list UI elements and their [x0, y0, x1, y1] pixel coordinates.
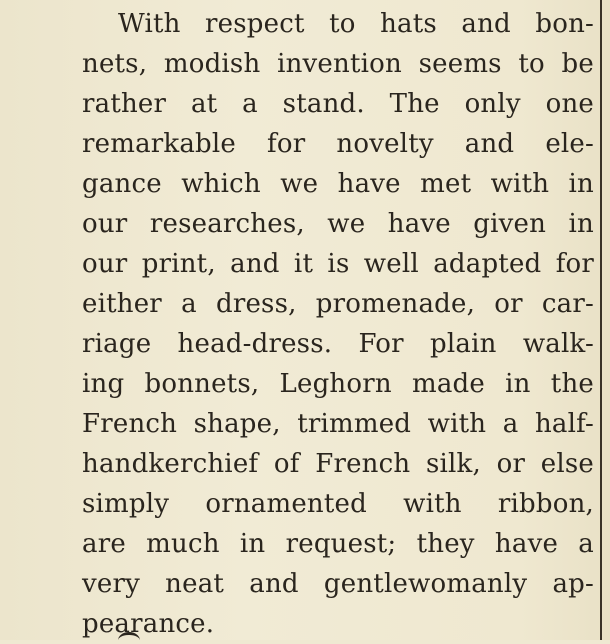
text-line: either a dress, promenade, or car- — [82, 289, 594, 319]
text-line: rather at a stand. The only one — [82, 89, 594, 119]
cut-off-glyph — [118, 632, 158, 640]
text-line: remarkable for novelty and ele- — [82, 129, 594, 159]
text-column — [82, 4, 594, 640]
text-line: our print, and it is well adapted for — [82, 249, 594, 279]
text-line: riage head-dress. For plain walk- — [82, 329, 594, 359]
text-line: are much in request; they have a — [82, 529, 594, 559]
text-line: ing bonnets, Leghorn made in the — [82, 369, 594, 399]
text-line: our researches, we have given in — [82, 209, 594, 239]
text-line: pearance. — [82, 609, 215, 639]
text-line: gance which we have met with in — [82, 169, 594, 199]
text-line: With respect to hats and bon- — [118, 9, 594, 39]
text-line: simply ornamented with ribbon, — [82, 489, 594, 519]
text-line: very neat and gentlewomanly ap- — [82, 569, 594, 599]
text-line: French shape, trimmed with a half- — [82, 409, 594, 439]
column-rule — [600, 0, 602, 640]
text-line: handkerchief of French silk, or else — [82, 449, 594, 479]
text-line: nets, modish invention seems to be — [82, 49, 594, 79]
